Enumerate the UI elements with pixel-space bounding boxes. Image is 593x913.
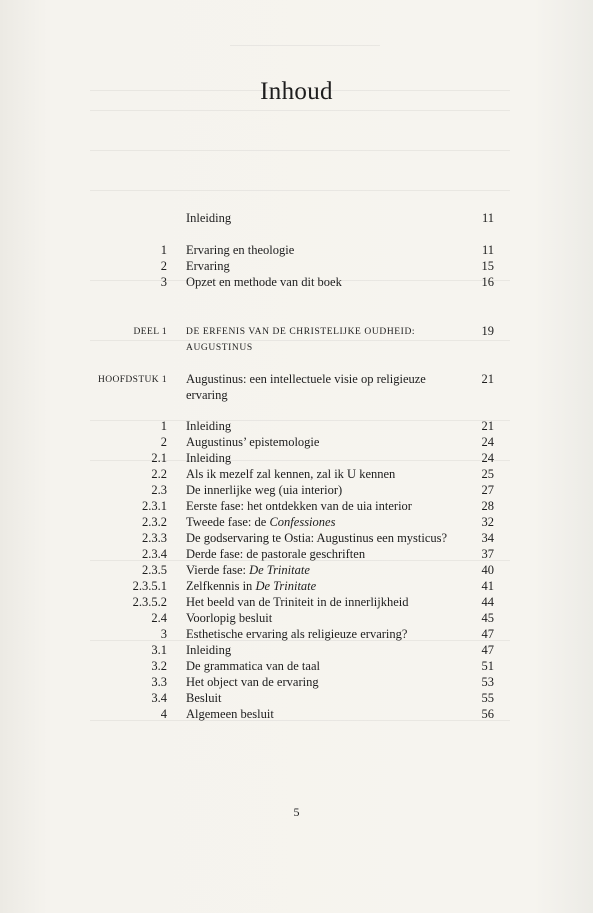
toc-entry-title: Esthetische ervaring als religieuze ervaring? <box>186 627 408 641</box>
toc-entry-number: 3.4 <box>151 691 167 705</box>
toc-entry-title: Vierde fase: De Trinitate <box>186 563 310 577</box>
toc-entry-page: 21 <box>481 372 494 386</box>
toc-entry-page: 32 <box>481 515 494 529</box>
toc-entry-number: 2.3.5.2 <box>132 595 167 609</box>
toc-entry-title: De innerlijke weg (uia interior) <box>186 483 343 497</box>
toc-entry-title: Ervaring <box>186 259 230 273</box>
toc-entry-title: Zelfkennis in De Trinitate <box>186 579 317 593</box>
toc-entry-number: 3.1 <box>151 643 167 657</box>
toc-entry-page: 16 <box>481 275 494 289</box>
toc-entry-page: 47 <box>481 627 494 641</box>
toc-entry-page: 56 <box>481 707 494 721</box>
toc-entry-page: 51 <box>481 659 494 673</box>
toc-entry-number: 2 <box>160 435 167 449</box>
toc-entry-number: 1 <box>160 419 167 433</box>
toc-entry-number: 2.3.5.1 <box>132 579 167 593</box>
toc-entry-title: Algemeen besluit <box>186 707 274 721</box>
toc-entry-page: 24 <box>481 435 494 449</box>
toc-entry-title: Voorlopig besluit <box>186 611 273 625</box>
toc-entry-title: Tweede fase: de Confessiones <box>186 515 336 529</box>
toc-entry-page: 37 <box>481 547 494 561</box>
toc-entry-page: 11 <box>481 243 494 257</box>
toc-entry-page: 27 <box>481 483 494 497</box>
toc-entry-title-italic: Confessiones <box>269 515 336 529</box>
toc-entry-title-italic: De Trinitate <box>255 579 317 593</box>
toc-entry-title: Besluit <box>186 691 222 705</box>
toc-entry-number: 3 <box>160 627 167 641</box>
toc-entry-title: Het beeld van de Triniteit in de innerlijkheid <box>186 595 409 609</box>
toc-entry-number: 3.2 <box>151 659 167 673</box>
toc-entry-number: 2.2 <box>151 467 167 481</box>
toc-entry-title: Opzet en methode van dit boek <box>186 275 342 289</box>
toc-entry-page: 44 <box>481 595 494 609</box>
toc-entry-page: 19 <box>481 324 494 338</box>
toc-entry-page: 40 <box>481 563 494 577</box>
toc-entry-title: Augustinus’ epistemologie <box>186 435 320 449</box>
toc-entry-page: 53 <box>481 675 494 689</box>
toc-entry-page: 34 <box>481 531 494 545</box>
toc-entry-number: 2.1 <box>151 451 167 465</box>
page-title: Inhoud <box>260 78 333 105</box>
toc-entry-number: 3.3 <box>151 675 167 689</box>
toc-entry-title: Eerste fase: het ontdekken van de uia interior <box>186 499 412 513</box>
toc-entry-title: DE ERFENIS VAN DE CHRISTELIJKE OUDHEID: AUGUSTINUS <box>186 327 416 353</box>
toc-entry-page: 45 <box>481 611 494 625</box>
toc-entry-number: 2.3 <box>151 483 167 497</box>
page-number: 5 <box>293 805 300 819</box>
toc-entry-number: 4 <box>160 707 167 721</box>
toc-entry-number: 1 <box>160 243 167 257</box>
toc-entry-number: 2.3.1 <box>142 499 167 513</box>
toc-entry-title: Ervaring en theologie <box>186 243 295 257</box>
toc-entry-number: HOOFDSTUK 1 <box>97 375 167 385</box>
toc-entry-page: 28 <box>481 499 494 513</box>
toc-entry-title: Inleiding <box>186 643 232 657</box>
toc-entry-title: Inleiding <box>186 419 232 433</box>
toc-entry-title: Inleiding <box>186 451 232 465</box>
toc-entry-number: 2 <box>160 259 167 273</box>
toc-entry-page: 11 <box>481 211 494 225</box>
toc-entry-title: Augustinus: een intellectuele visie op religieuze ervaring <box>186 372 426 402</box>
toc-entry-number: 2.3.4 <box>142 547 167 561</box>
toc-entry-title: Het object van de ervaring <box>186 675 319 689</box>
toc-entry-title: De godservaring te Ostia: Augustinus een mysticus? <box>186 531 448 545</box>
toc-entry-page: 25 <box>481 467 494 481</box>
toc-entry-page: 24 <box>481 451 494 465</box>
toc-entry-page: 47 <box>481 643 494 657</box>
toc-entry-title-italic: De Trinitate <box>249 563 310 577</box>
toc-entry-page: 41 <box>481 579 494 593</box>
toc-entry-title: Inleiding <box>186 211 232 225</box>
toc-entry-page: 15 <box>481 259 494 273</box>
toc-entry-number: 2.3.5 <box>142 563 167 577</box>
toc-entry-title: Derde fase: de pastorale geschriften <box>186 547 366 561</box>
toc-entry-number: 3 <box>160 275 167 289</box>
toc-entry-number: 2.4 <box>151 611 167 625</box>
toc-entry-number: 2.3.3 <box>142 531 167 545</box>
toc-entry-page: 21 <box>481 419 494 433</box>
toc-entry-number: DEEL 1 <box>133 327 167 337</box>
toc-entry-title: Als ik mezelf zal kennen, zal ik U kennen <box>186 467 396 481</box>
toc-entry-number: 2.3.2 <box>142 515 167 529</box>
toc-entry-title: De grammatica van de taal <box>186 659 320 673</box>
toc-entry-page: 55 <box>481 691 494 705</box>
